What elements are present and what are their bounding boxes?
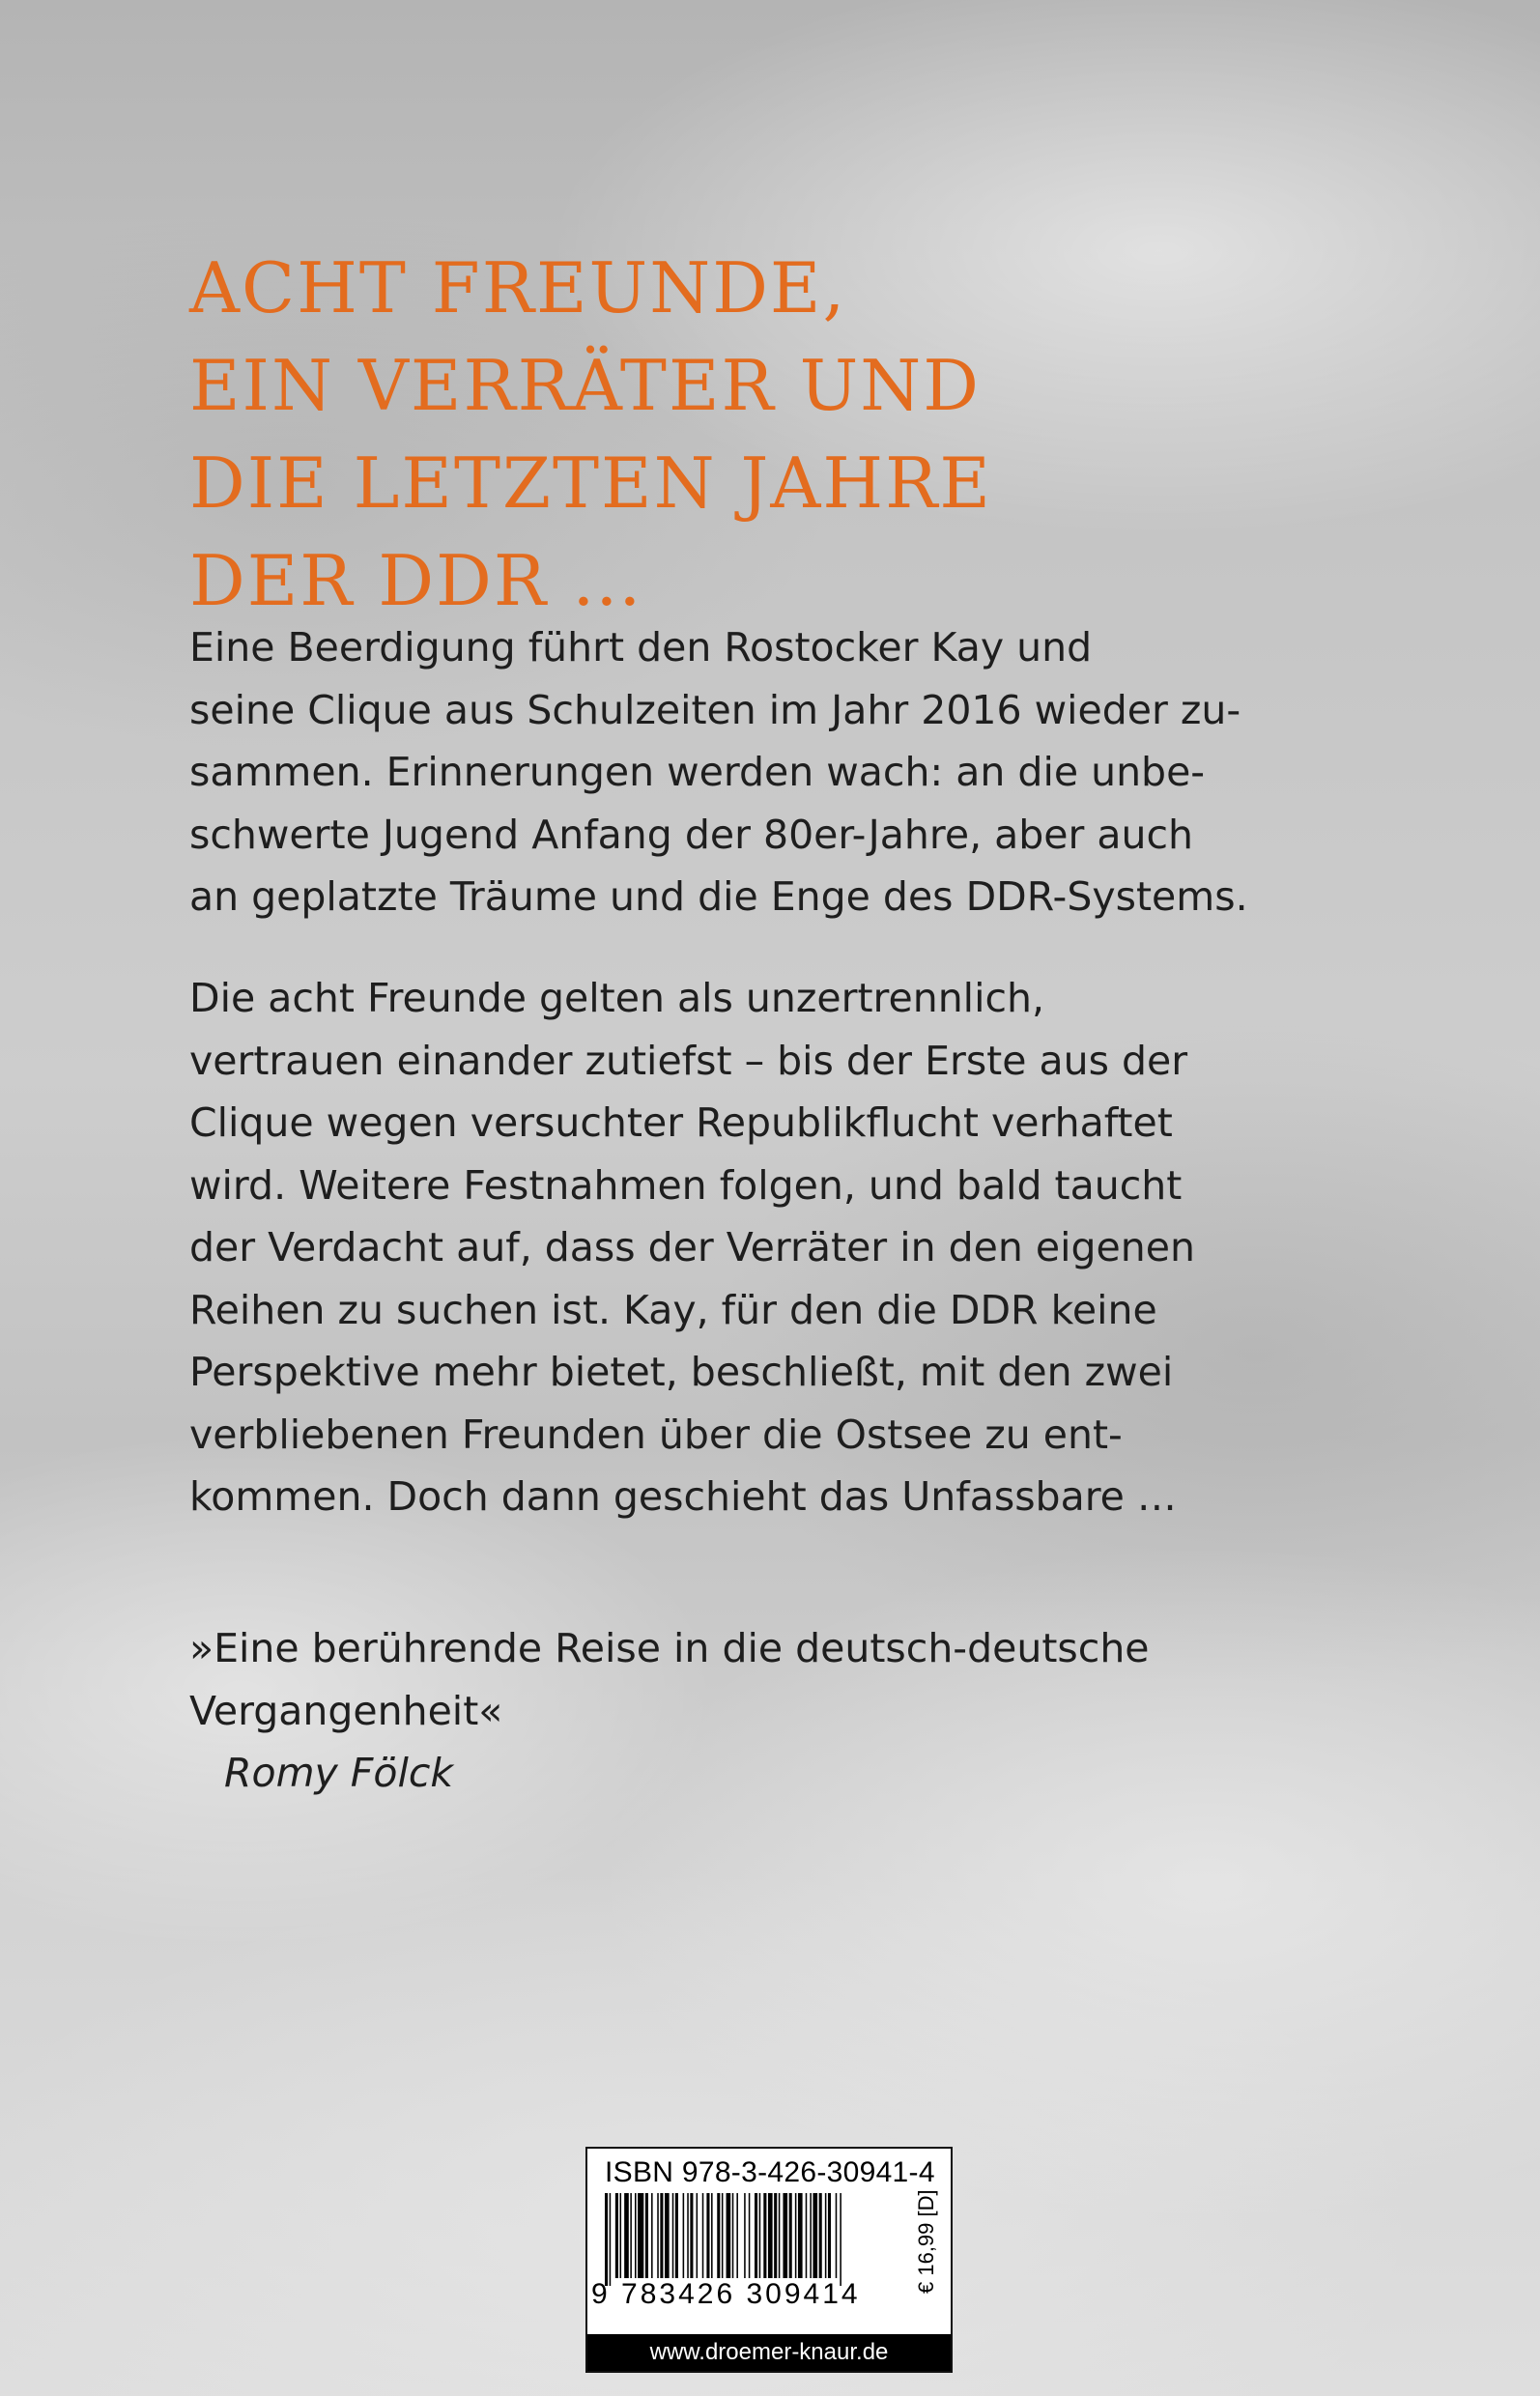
barcode-bar xyxy=(836,2193,838,2278)
barcode-bar xyxy=(732,2193,734,2278)
barcode-bar xyxy=(702,2193,704,2278)
barcode-bar xyxy=(722,2193,724,2278)
text-line: seine Clique aus Schulzeiten im Jahr 2016 wieder zu- xyxy=(189,686,1241,733)
quote-author: Romy Fölck xyxy=(224,1750,454,1796)
text-line: Die acht Freunde gelten als unzertrennlich, xyxy=(189,975,1045,1021)
barcode-bar xyxy=(755,2193,757,2278)
barcode-bar xyxy=(657,2193,659,2278)
barcode-bar xyxy=(819,2193,822,2278)
price-label: € 16,99 [D] xyxy=(914,2189,938,2294)
barcode-bar xyxy=(610,2193,612,2286)
quote-line-2 xyxy=(189,1680,1387,1805)
barcode-bar xyxy=(605,2193,608,2286)
review-quote xyxy=(189,1617,1387,1805)
barcode-bar xyxy=(789,2193,792,2278)
text-line: Perspektive mehr bietet, beschließt, mit den zwei xyxy=(189,1349,1174,1395)
barcode-bar xyxy=(813,2193,817,2278)
text-line: der Verdacht auf, dass der Verräter in den eigenen xyxy=(189,1224,1195,1270)
headline-line: DER DDR … xyxy=(189,540,643,621)
barcode-bar xyxy=(736,2193,738,2278)
text-line: vertrauen einander zutiefst – bis der Erste aus der xyxy=(189,1037,1188,1084)
text-line: Reihen zu suchen ist. Kay, für den die DDR keine xyxy=(189,1286,1157,1333)
barcode-bar xyxy=(727,2193,731,2278)
blurb-paragraph-1 xyxy=(189,616,1387,928)
publisher-url: www.droemer-knaur.de xyxy=(587,2334,951,2371)
barcode-bar xyxy=(660,2193,663,2278)
barcode-bar xyxy=(828,2193,831,2278)
headline-line: DIE LETZTEN JAHRE xyxy=(189,442,992,524)
text-line: kommen. Doch dann geschieht das Unfassbare … xyxy=(189,1473,1177,1520)
headline-line: EIN VERRÄTER UND xyxy=(189,345,982,426)
ean-digits: 9 783426 309414 xyxy=(591,2278,861,2310)
quote-line: »Eine berührende Reise in die deutsch-deutsche xyxy=(189,1625,1150,1671)
barcode-bar xyxy=(798,2193,803,2278)
text-line: sammen. Erinnerungen werden wach: an die unbe- xyxy=(189,749,1206,795)
barcode-bar xyxy=(630,2193,632,2278)
barcode-bars xyxy=(605,2193,900,2286)
text-line: an geplatzte Träume und die Enge des DDR-Systems. xyxy=(189,873,1248,920)
barcode-bar xyxy=(759,2193,761,2278)
barcode-bar xyxy=(651,2193,653,2278)
barcode-bar xyxy=(645,2193,648,2278)
text-line: verbliebenen Freunden über die Ostsee zu ent- xyxy=(189,1411,1123,1458)
barcode-bar xyxy=(810,2193,812,2278)
barcode-bar xyxy=(672,2193,674,2278)
text-line: Eine Beerdigung führt den Rostocker Kay und xyxy=(189,624,1093,670)
quote-text: Vergangenheit« xyxy=(189,1687,503,1734)
barcode-bar xyxy=(749,2193,751,2278)
barcode-bar xyxy=(795,2193,797,2278)
text-line: schwerte Jugend Anfang der 80er-Jahre, aber auch xyxy=(189,811,1194,858)
barcode-bar xyxy=(675,2193,678,2278)
barcode-bar xyxy=(806,2193,808,2278)
barcode-bar xyxy=(638,2193,643,2278)
barcode-bar xyxy=(683,2193,685,2278)
barcode-bar xyxy=(779,2193,781,2278)
text-line: Clique wegen versuchter Republikflucht verhaftet xyxy=(189,1099,1173,1146)
barcode-bar xyxy=(717,2193,720,2278)
barcode-bar xyxy=(768,2193,773,2278)
barcode-bar xyxy=(615,2193,618,2278)
barcode-bar xyxy=(711,2193,713,2278)
barcode-bar xyxy=(706,2193,709,2278)
headline xyxy=(189,240,992,630)
barcode-bar xyxy=(635,2193,637,2278)
isbn-number: ISBN 978-3-426-30941-4 xyxy=(605,2156,935,2188)
barcode-bar xyxy=(840,2193,841,2286)
barcode-bar xyxy=(690,2193,693,2278)
barcode-bar xyxy=(783,2193,787,2278)
barcode-box xyxy=(585,2147,953,2373)
barcode-bar xyxy=(774,2193,777,2278)
headline-line: ACHT FREUNDE, xyxy=(189,247,847,328)
barcode-bar xyxy=(687,2193,689,2278)
barcode-bar xyxy=(763,2193,766,2278)
blurb-paragraph-2 xyxy=(189,967,1387,1528)
barcode-bar xyxy=(620,2193,622,2278)
barcode-bar xyxy=(744,2193,746,2278)
barcode-bar xyxy=(697,2193,699,2278)
barcode-bar xyxy=(665,2193,670,2278)
barcode-bar xyxy=(825,2193,827,2278)
barcode-bar xyxy=(624,2193,629,2278)
text-line: wird. Weitere Festnahmen folgen, und bald taucht xyxy=(189,1161,1183,1209)
